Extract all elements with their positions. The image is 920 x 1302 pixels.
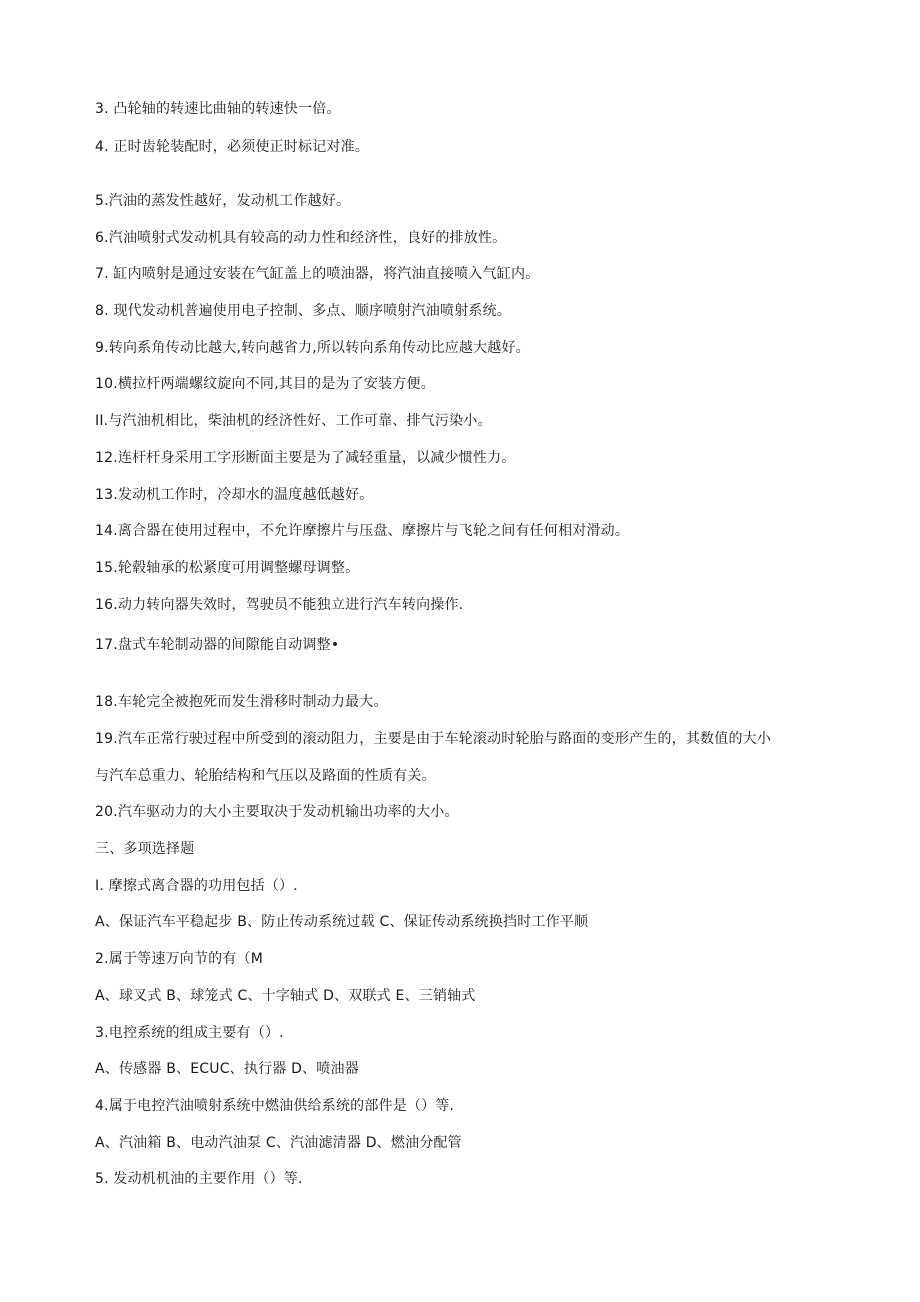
text-line: 19.汽车正常行驶过程中所受到的滚动阻力，主要是由于车轮滚动时轮胎与路面的变形产生的，其数值的大小 xyxy=(95,731,772,747)
question-line: 3.电控系统的组成主要有（）. xyxy=(95,1025,284,1041)
text-line: 13.发动机工作时，冷却水的温度越低越好。 xyxy=(95,487,374,503)
section-heading: 三、多项选择题 xyxy=(95,841,195,857)
text-line: 8. 现代发动机普遍使用电子控制、多点、顺序喷射汽油喷射系统。 xyxy=(95,303,512,319)
text-line: 16.动力转向器失效时，驾驶员不能独立进行汽车转向操作. xyxy=(95,597,464,613)
text-line: 15.轮毂轴承的松紧度可用调整螺母调整。 xyxy=(95,560,360,576)
question-line: 4.属于电控汽油喷射系统中燃油供给系统的部件是（）等. xyxy=(95,1098,455,1114)
text-line: 4. 正时齿轮装配时，必须使正时标记对准。 xyxy=(95,139,370,155)
text-line: 20.汽车驱动力的大小主要取决于发动机输出功率的大小。 xyxy=(95,804,459,820)
options-line: A、球叉式 B、球笼式 C、十字轴式 D、双联式 E、三销轴式 xyxy=(95,988,476,1004)
text-line: 17.盘式车轮制动器的间隙能自动调整• xyxy=(95,637,340,653)
question-line: I. 摩擦式离合器的功用包括（）. xyxy=(95,878,298,894)
text-line: 14.离合器在使用过程中，不允许摩擦片与压盘、摩擦片与飞轮之间有任何相对滑动。 xyxy=(95,523,630,539)
text-line: 12.连杆杆身采用工字形断面主要是为了减轻重量，以减少惯性力。 xyxy=(95,450,516,466)
text-line: 3. 凸轮轴的转速比曲轴的转速快一倍。 xyxy=(95,101,341,117)
text-line: 9.转向系角传动比越大,转向越省力,所以转向系角传动比应越大越好。 xyxy=(95,340,530,356)
text-line: 5.汽油的蒸发性越好，发动机工作越好。 xyxy=(95,193,351,209)
question-line: 5. 发动机机油的主要作用（）等. xyxy=(95,1171,303,1187)
options-line: A、保证汽车平稳起步 B、防止传动系统过载 C、保证传动系统换挡时工作平顺 xyxy=(95,914,589,930)
text-line: 10.横拉杆两端螺纹旋向不同,其目的是为了安装方便。 xyxy=(95,376,435,392)
options-line: A、汽油箱 B、电动汽油泵 C、汽油滤清器 D、燃油分配管 xyxy=(95,1135,462,1151)
question-line: 2.属于等速万向节的有（M xyxy=(95,951,264,967)
text-line: 7. 缸内喷射是通过安装在气缸盖上的喷油器，将汽油直接喷入气缸内。 xyxy=(95,266,540,282)
text-line: 18.车轮完全被抱死而发生滑移时制动力最大。 xyxy=(95,694,388,710)
options-line: A、传感器 B、ECUC、执行器 D、喷油器 xyxy=(95,1061,359,1077)
text-line: II.与汽油机相比，柴油机的经济性好、工作可靠、排气污染小。 xyxy=(95,413,492,429)
text-line: 与汽车总重力、轮胎结构和气压以及路面的性质有关。 xyxy=(95,768,436,784)
text-line: 6.汽油喷射式发动机具有较高的动力性和经济性，良好的排放性。 xyxy=(95,230,507,246)
